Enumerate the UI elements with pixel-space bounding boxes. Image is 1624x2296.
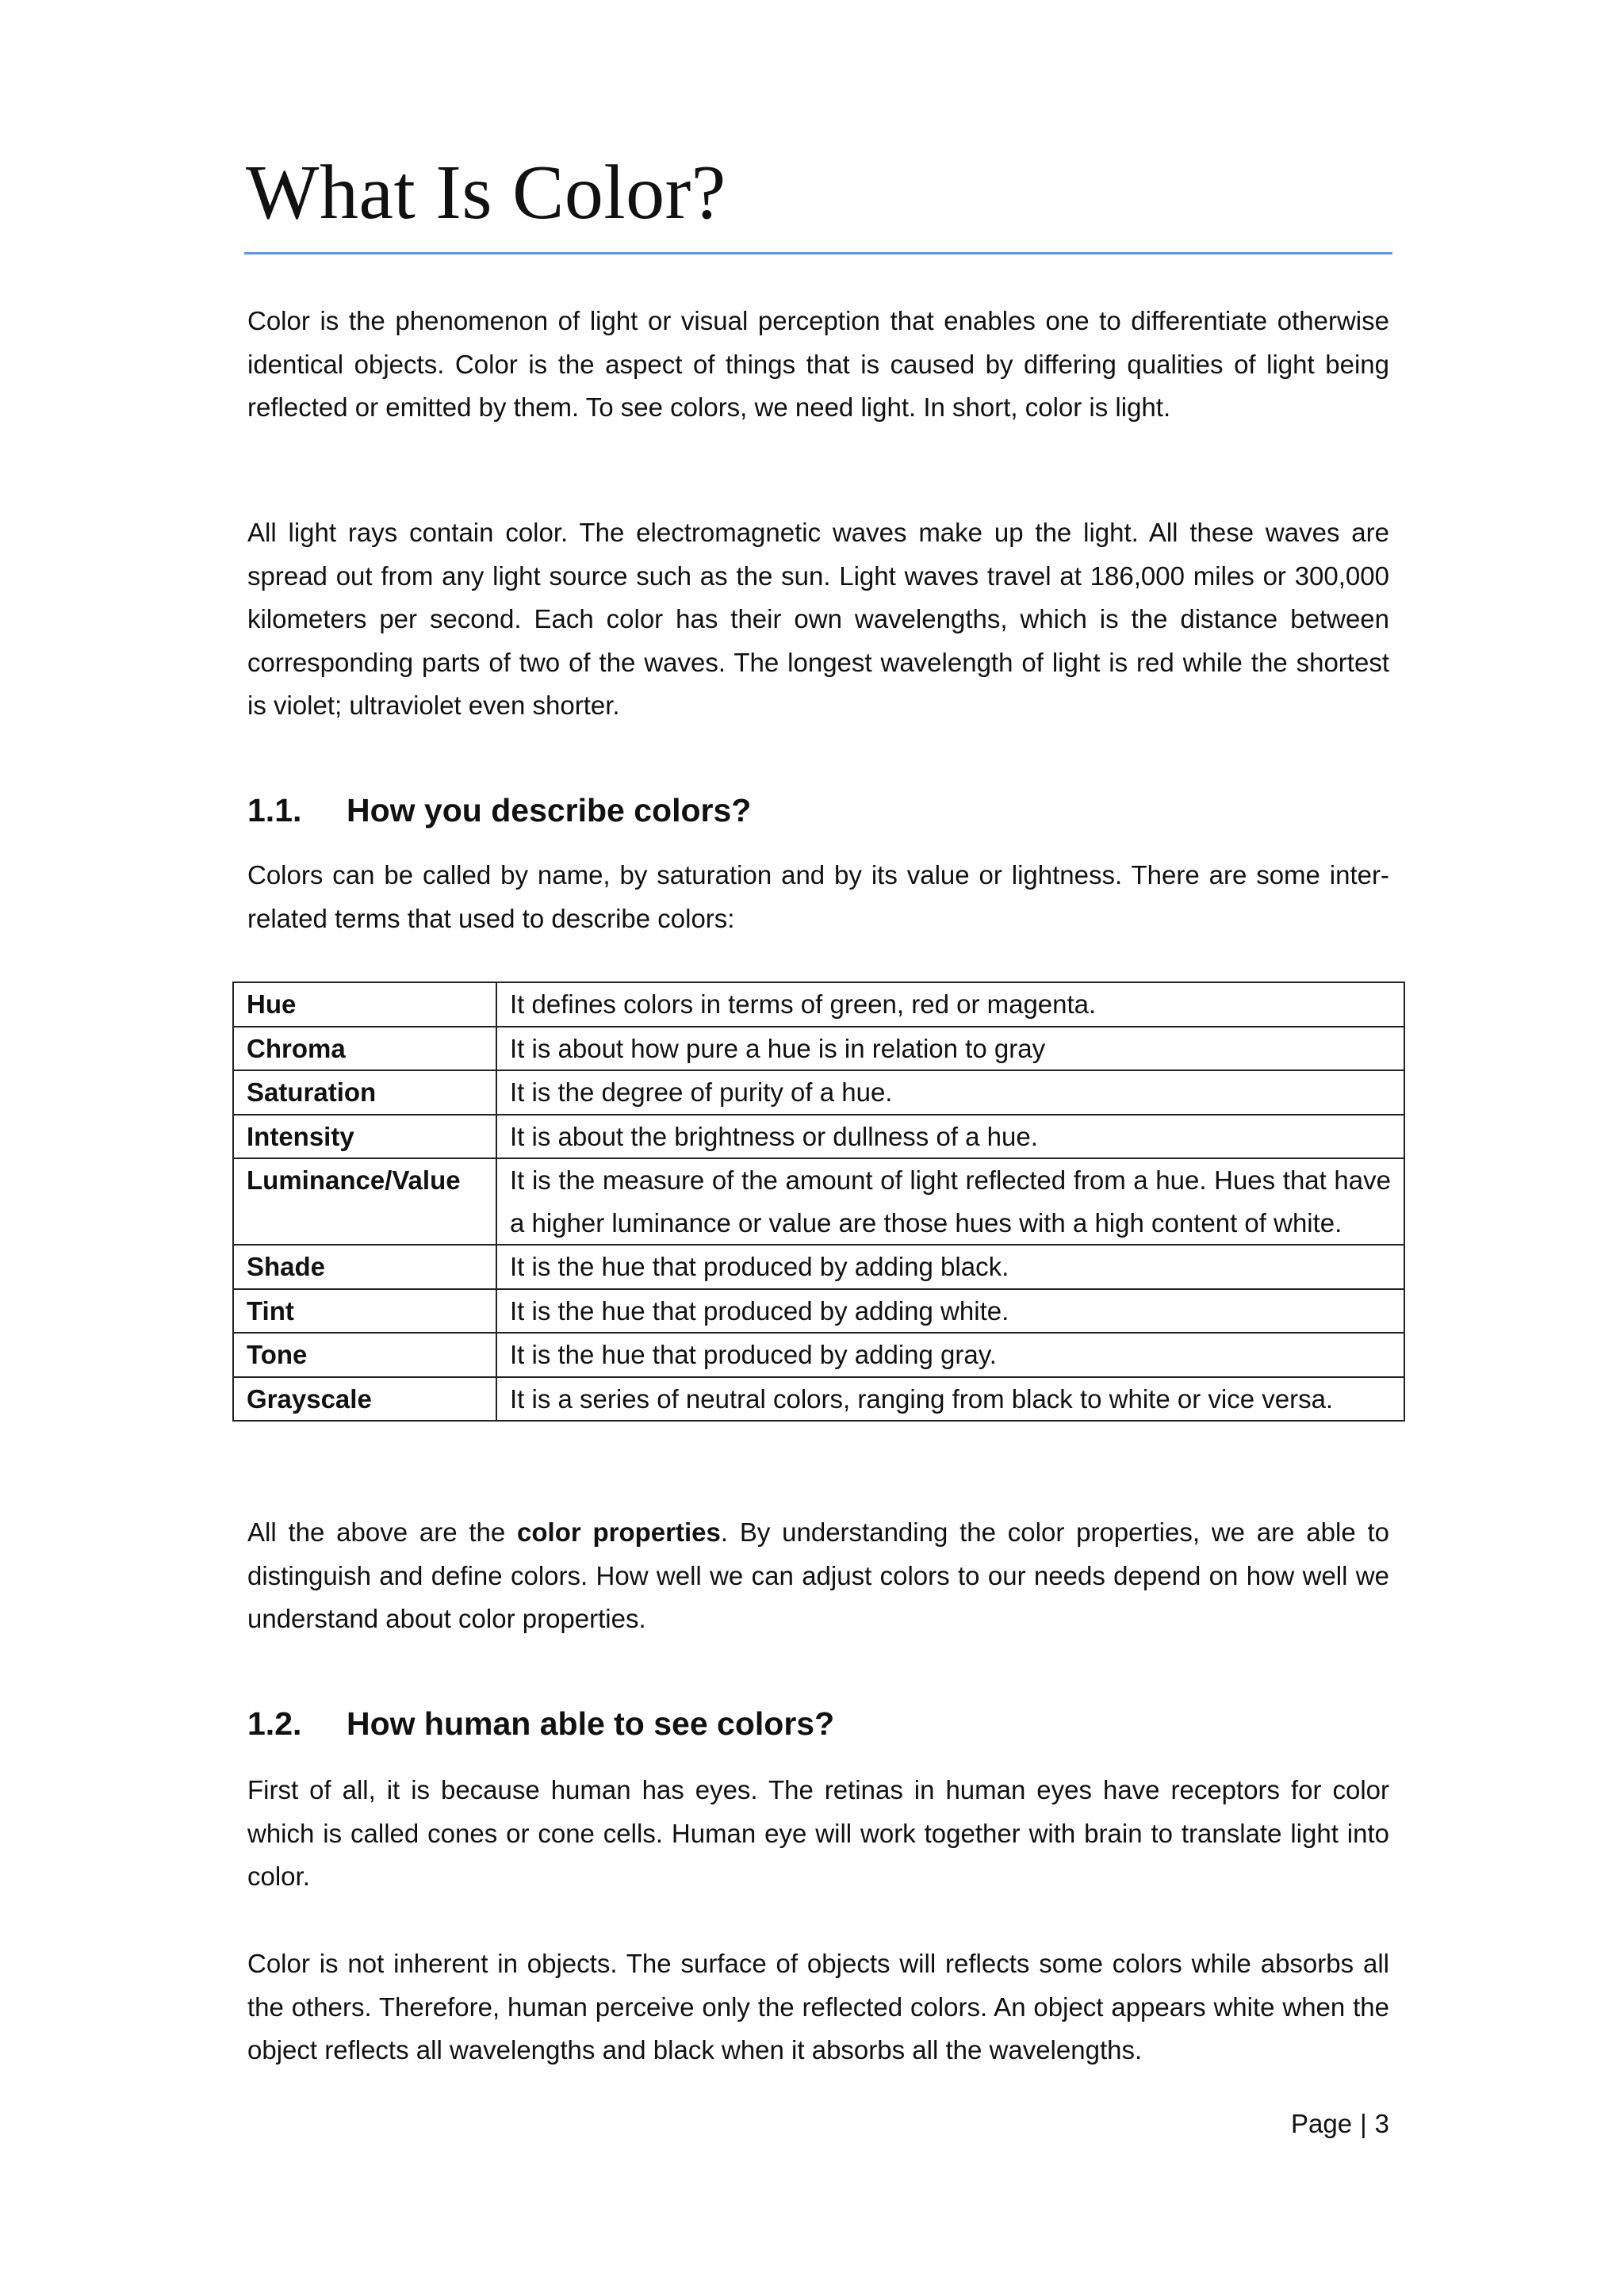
color-properties-emphasis: color properties: [517, 1517, 721, 1547]
definition-cell: It is the hue that produced by adding black.: [496, 1245, 1404, 1289]
page-label: Page: [1290, 2109, 1353, 2138]
definition-cell: It is the degree of purity of a hue.: [496, 1070, 1404, 1115]
intro-paragraph-1: Color is the phenomenon of light or visual perception that enables one to differentiate otherwise identical objects. Color is the aspect of things that is caused by differing qualities of light being reflected or emitted by them. To see colors, we need light. In short, color is light.: [247, 306, 1389, 422]
table-row: [233, 1333, 1404, 1377]
color-properties-paragraph: [247, 1511, 1389, 1641]
table-row: [233, 1377, 1404, 1422]
definition-cell: It is the measure of the amount of light reflected from a hue. Hues that have a higher luminance or value are those hues with a high content of white.: [496, 1158, 1404, 1245]
term-cell: Tint: [233, 1289, 496, 1334]
page-title: What Is Color?: [246, 150, 726, 235]
page-number: 3: [1374, 2109, 1389, 2138]
color-terms-table: [232, 982, 1405, 1422]
page-number-footer: [1291, 2106, 1389, 2142]
term-cell: Luminance/Value: [233, 1158, 496, 1245]
section-number: 1.2.: [247, 1705, 302, 1742]
definition-cell: It is the hue that produced by adding white.: [496, 1289, 1404, 1334]
table-row: [233, 1070, 1404, 1115]
definition-cell: It is a series of neutral colors, ranging from black to white or vice versa.: [496, 1377, 1404, 1422]
term-cell: Shade: [233, 1245, 496, 1289]
section-title: How you describe colors?: [347, 792, 752, 828]
section-heading-1-1: [247, 791, 751, 830]
definition-cell: It is the hue that produced by adding gray.: [496, 1333, 1404, 1377]
table-row: [233, 1027, 1404, 1071]
term-cell: Saturation: [233, 1070, 496, 1115]
title-underline: [244, 252, 1392, 254]
page-separator: |: [1360, 2109, 1367, 2138]
intro-paragraph-2: All light rays contain color. The electromagnetic waves make up the light. All these waves are spread out from any light source such as the sun. Light waves travel at 186,000 miles or 300,000 kilometers per second. Each color has their own wavelengths, which is the distance between corresponding parts of two of the waves. The longest wavelength of light is red while the shortest is violet; ultraviolet even shorter.: [247, 518, 1389, 720]
term-cell: Tone: [233, 1333, 496, 1377]
definition-cell: It is about the brightness or dullness of a hue.: [496, 1115, 1404, 1159]
table-row: [233, 1245, 1404, 1289]
term-cell: Chroma: [233, 1027, 496, 1071]
definition-cell: It defines colors in terms of green, red or magenta.: [496, 982, 1404, 1027]
definition-cell: It is about how pure a hue is in relation to gray: [496, 1027, 1404, 1071]
term-cell: Grayscale: [233, 1377, 496, 1422]
section-1-1-paragraph: Colors can be called by name, by saturation and by its value or lightness. There are some inter-related terms that used to describe colors:: [247, 860, 1389, 933]
table-row: [233, 1158, 1404, 1245]
section-1-2-paragraph-2: Color is not inherent in objects. The surface of objects will reflects some colors while absorbs all the others. Therefore, human perceive only the reflected colors. An object appears white when the object reflects all wavelengths and black when it absorbs all the wavelengths.: [247, 1949, 1389, 2064]
section-number: 1.1.: [247, 792, 302, 828]
table-row: [233, 1289, 1404, 1334]
section-title: How human able to see colors?: [347, 1705, 835, 1742]
term-cell: Hue: [233, 982, 496, 1027]
paragraph-text-start: All the above are the: [247, 1517, 518, 1547]
term-cell: Intensity: [233, 1115, 496, 1159]
table-row: [233, 982, 1404, 1027]
paragraph-text-end: . By understanding the color properties, we are able to distinguish and define colors. How well we can adjust colors to our needs depend on how well we understand about color properties.: [247, 1517, 1389, 1633]
section-heading-1-2: [247, 1705, 834, 1743]
table-row: [233, 1115, 1404, 1159]
section-1-2-paragraph-1: First of all, it is because human has eyes. The retinas in human eyes have receptors for color which is called cones or cone cells. Human eye will work together with brain to translate light into color.: [247, 1775, 1389, 1891]
